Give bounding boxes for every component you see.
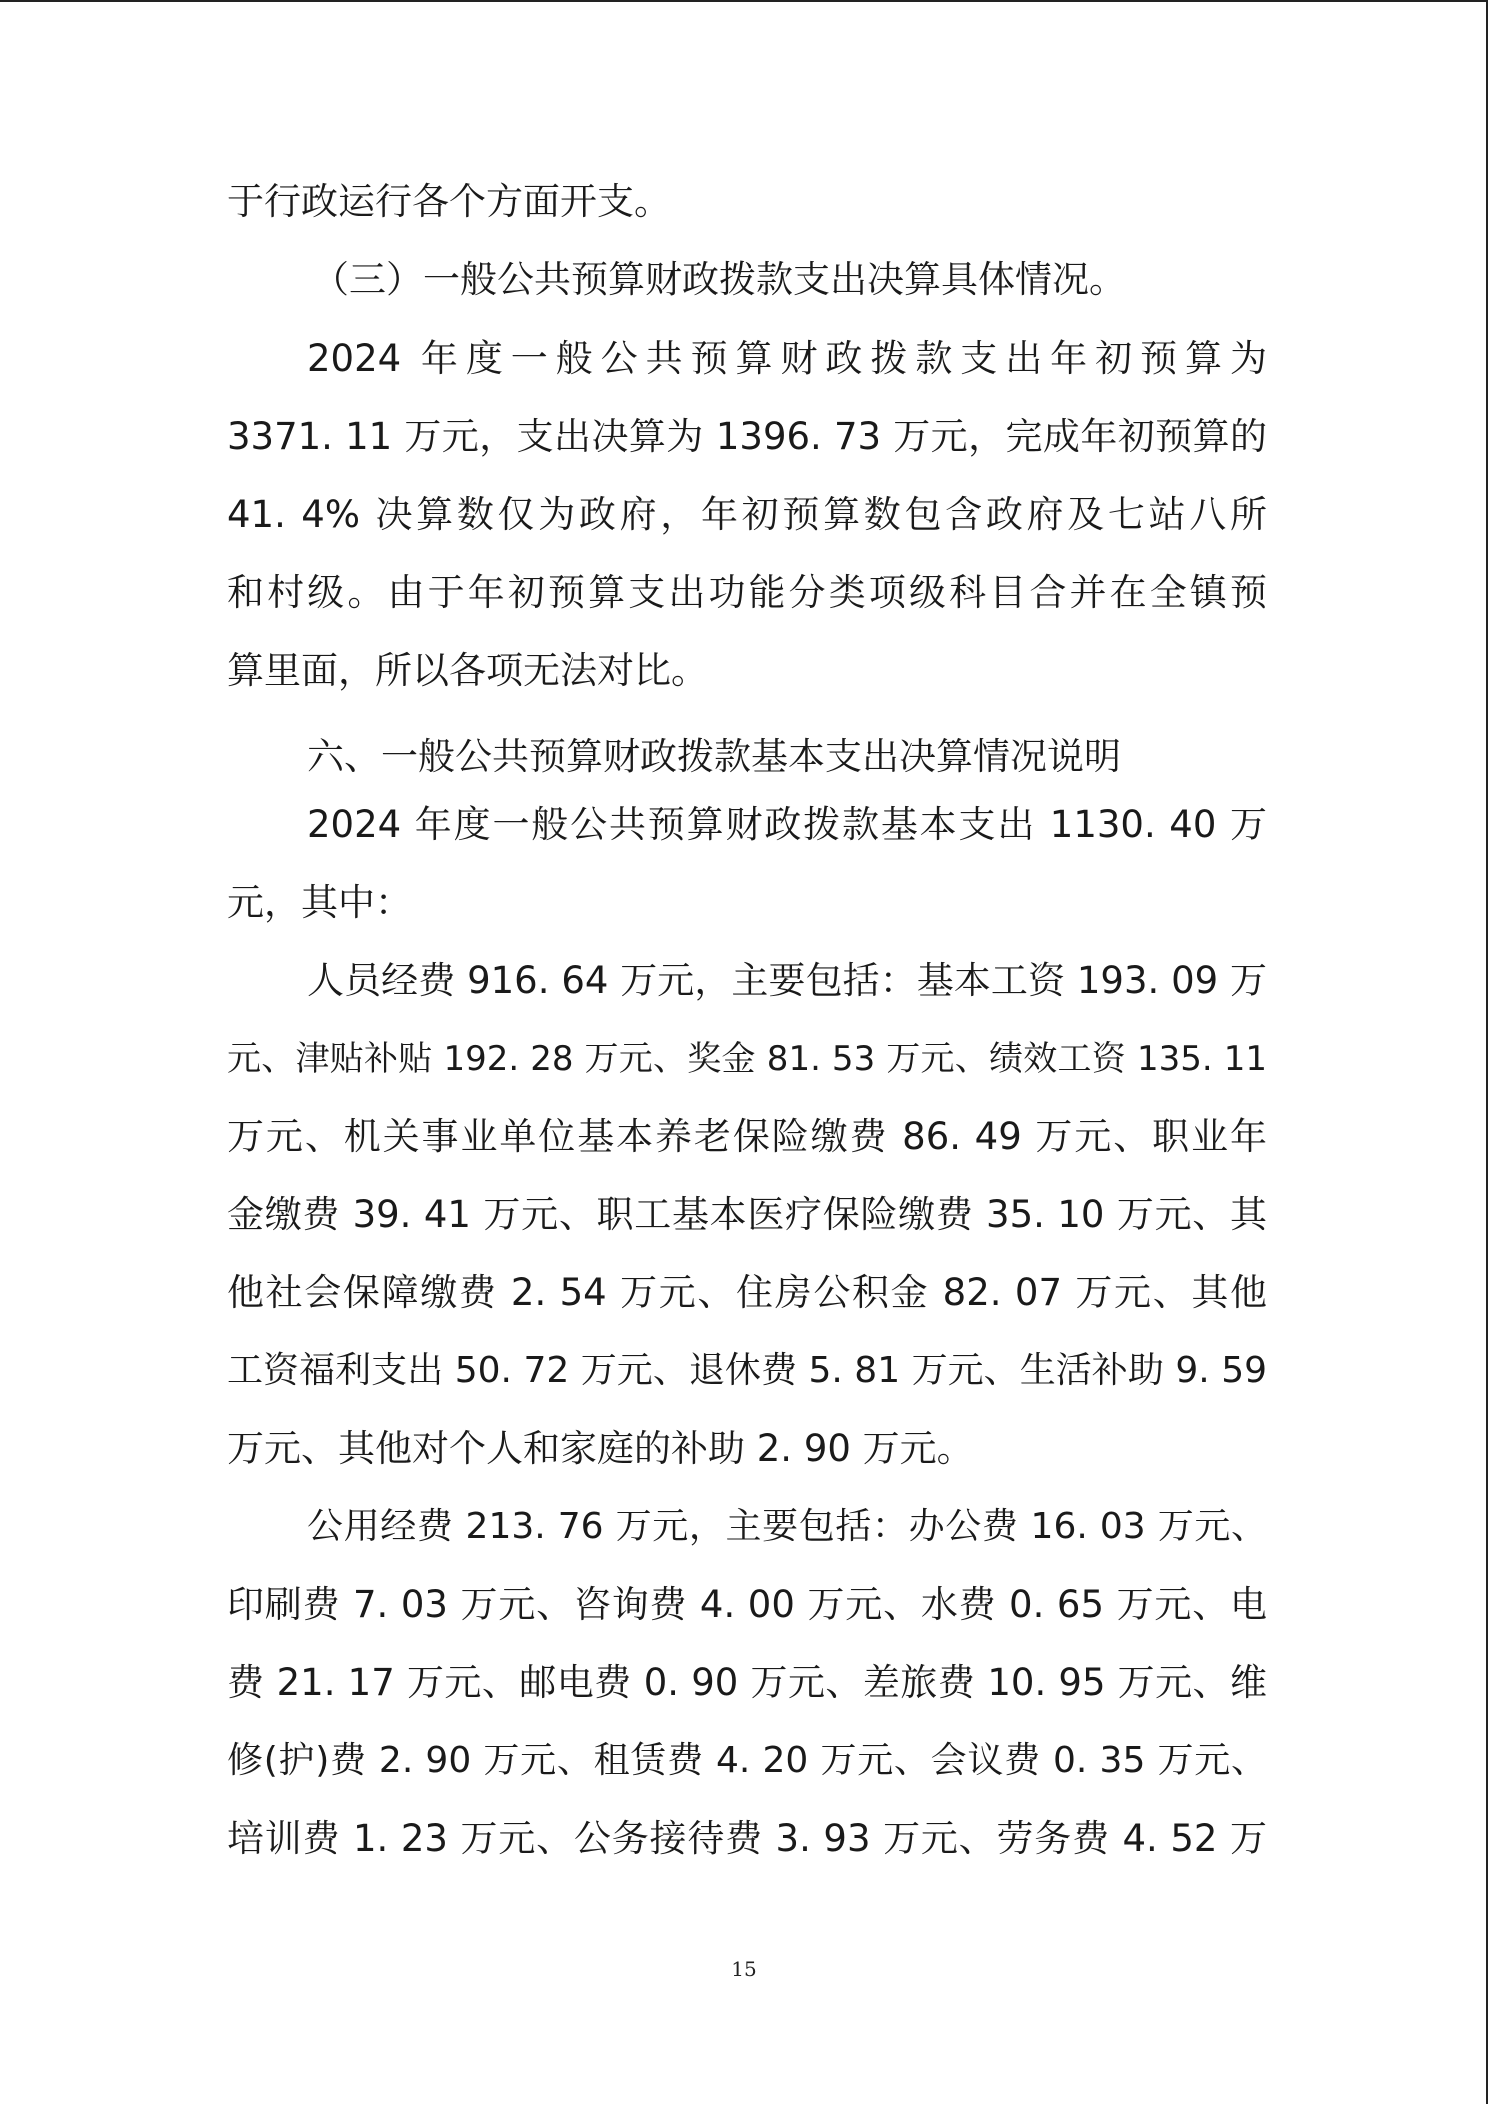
paragraph-line: 万元、其他对个人和家庭的补助 2. 90 万元。: [227, 1427, 974, 1470]
paragraph-line: 元、津贴补贴 192. 28 万元、奖金 81. 53 万元、绩效工资 135. 11: [227, 1039, 1267, 1079]
section-heading: （三）一般公共预算财政拨款支出决算具体情况。: [312, 258, 1126, 301]
chapter-heading: 六、一般公共预算财政拨款基本支出决算情况说明: [307, 735, 1121, 778]
paragraph-line: 他社会保障缴费 2. 54 万元、住房公积金 82. 07 万元、其他: [227, 1271, 1267, 1314]
paragraph-line: 修(护)费 2. 90 万元、租赁费 4. 20 万元、会议费 0. 35 万元、: [227, 1740, 1267, 1781]
paragraph-line: 于行政运行各个方面开支。: [227, 180, 671, 223]
paragraph-line: 人员经费 916. 64 万元，主要包括：基本工资 193. 09 万: [307, 959, 1267, 1002]
paragraph-line: 算里面，所以各项无法对比。: [227, 649, 708, 692]
paragraph-line: 2024 年度一般公共预算财政拨款支出年初预算为: [307, 337, 1267, 380]
paragraph-line: 金缴费 39. 41 万元、职工基本医疗保险缴费 35. 10 万元、其: [227, 1193, 1267, 1236]
paragraph-line: 和村级。由于年初预算支出功能分类项级科目合并在全镇预: [227, 571, 1267, 614]
paragraph-line: 公用经费 213. 76 万元，主要包括：办公费 16. 03 万元、: [307, 1506, 1267, 1547]
paragraph-line: 培训费 1. 23 万元、公务接待费 3. 93 万元、劳务费 4. 52 万: [227, 1817, 1267, 1860]
paragraph-line: 工资福利支出 50. 72 万元、退休费 5. 81 万元、生活补助 9. 59: [227, 1350, 1267, 1391]
paragraph-line: 2024 年度一般公共预算财政拨款基本支出 1130. 40 万: [307, 803, 1267, 846]
paragraph-line: 印刷费 7. 03 万元、咨询费 4. 00 万元、水费 0. 65 万元、电: [227, 1583, 1267, 1626]
paragraph-line: 费 21. 17 万元、邮电费 0. 90 万元、差旅费 10. 95 万元、维: [227, 1661, 1267, 1704]
paragraph-line: 3371. 11 万元，支出决算为 1396. 73 万元，完成年初预算的: [227, 415, 1267, 458]
paragraph-line: 元，其中：: [227, 881, 412, 924]
paragraph-line: 万元、机关事业单位基本养老保险缴费 86. 49 万元、职业年: [227, 1115, 1267, 1158]
page-number: 15: [731, 1957, 757, 1981]
paragraph-line: 41. 4% 决算数仅为政府，年初预算数包含政府及七站八所: [227, 493, 1267, 536]
